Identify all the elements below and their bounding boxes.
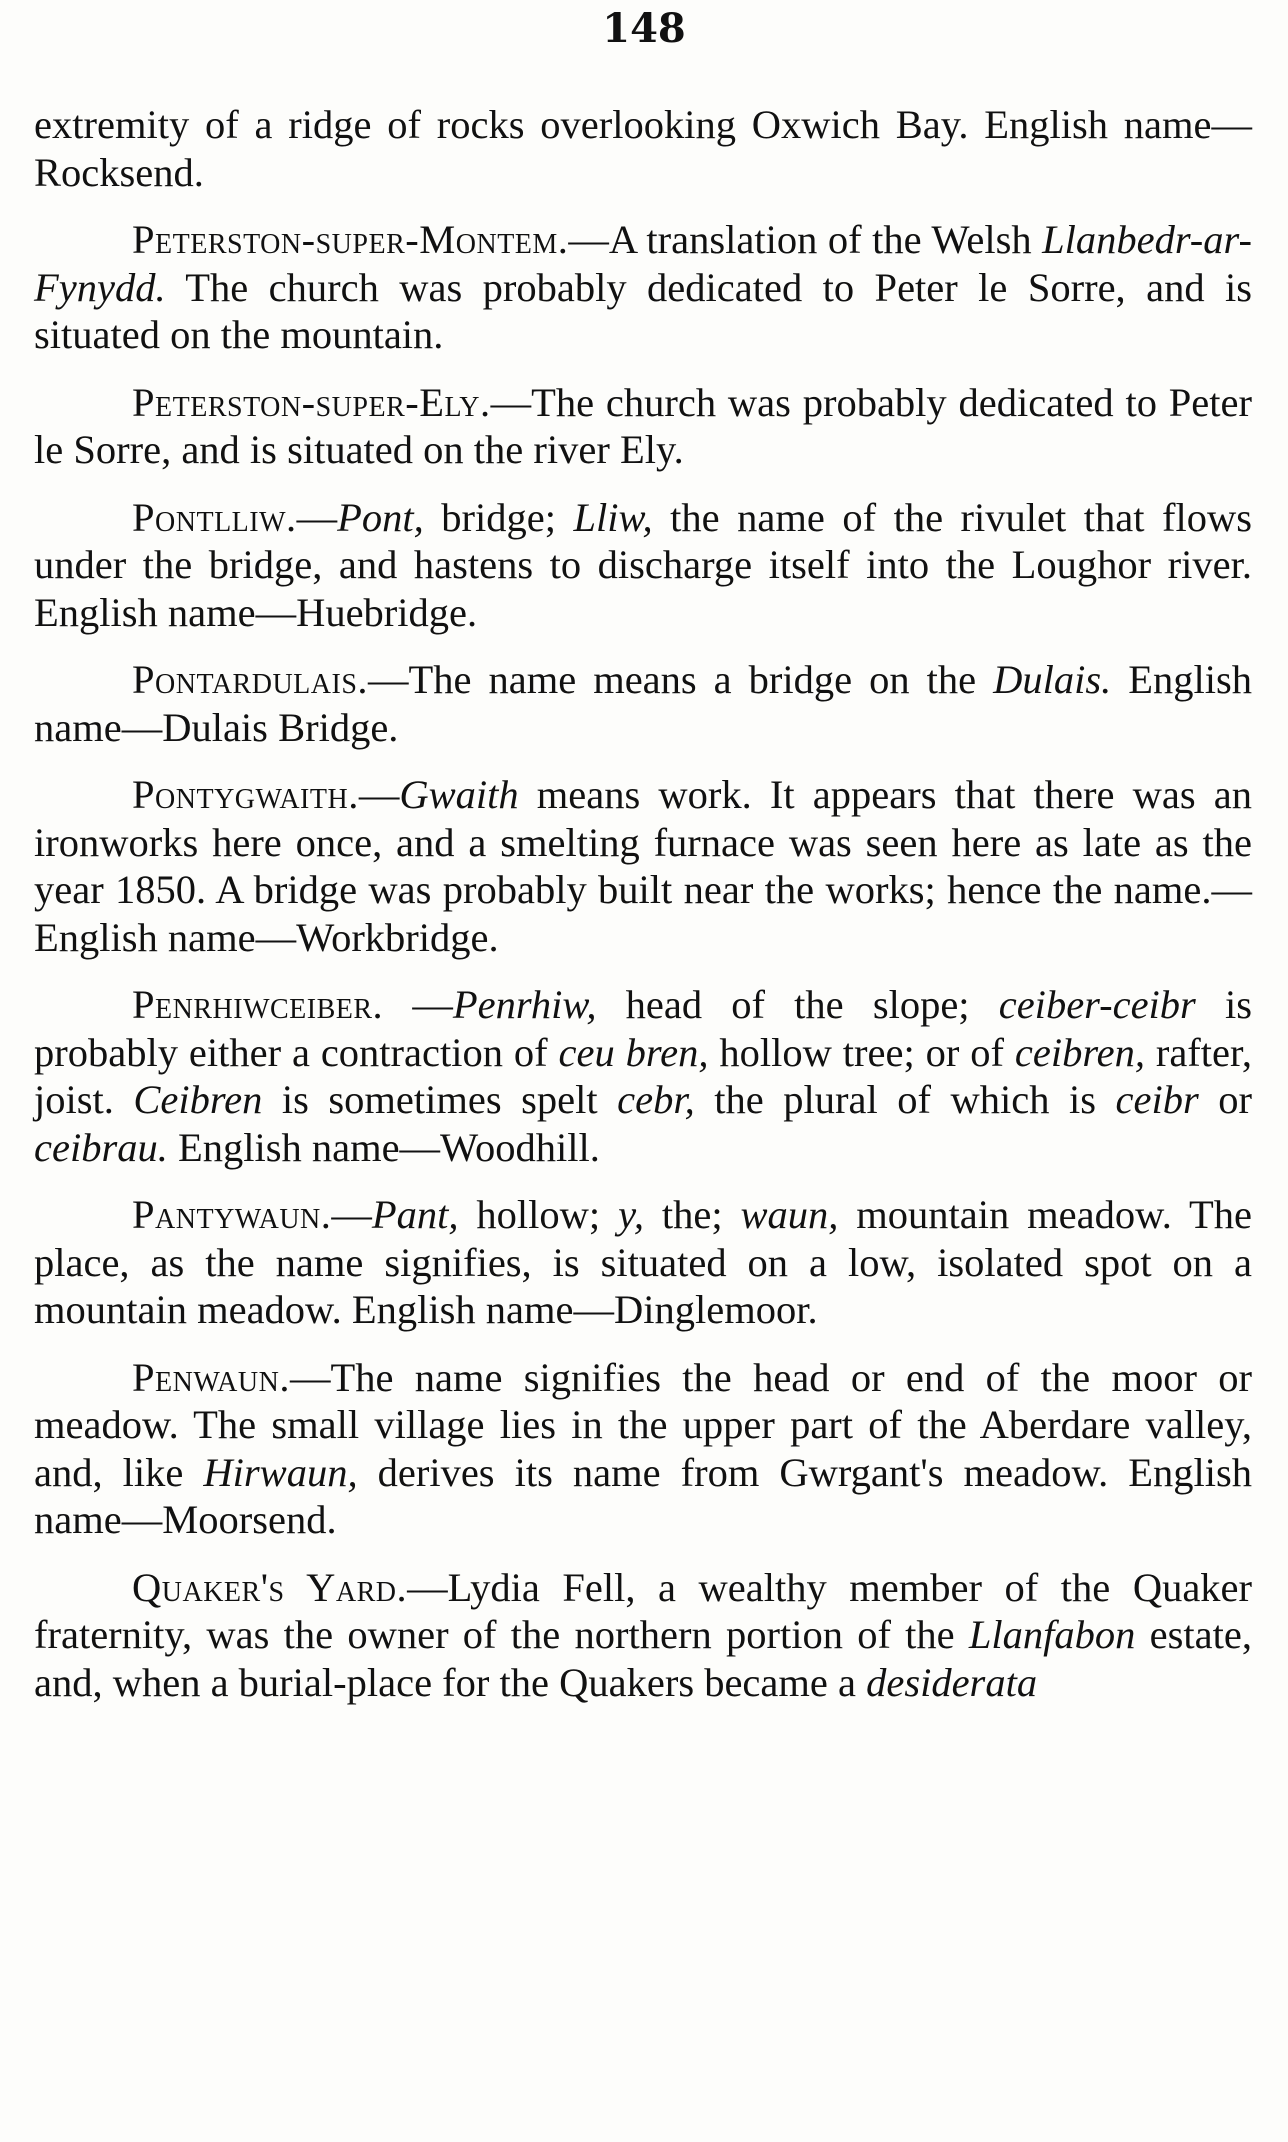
entry-text: bridge; <box>423 494 574 540</box>
italic-term: waun, <box>740 1192 839 1237</box>
entry-text: — <box>383 982 453 1027</box>
italic-term: Hirwaun, <box>203 1449 358 1495</box>
italic-term: Penrhiw, <box>452 982 597 1027</box>
italic-term: desiderata <box>866 1659 1038 1705</box>
entry-text: the plural of which is <box>694 1077 1116 1122</box>
entry-paragraph <box>34 1354 1252 1544</box>
entry-text: estate, and, when a burial-place for the Quakers became a <box>34 1612 1252 1705</box>
page-body <box>34 101 1252 1706</box>
italic-term: Pant, <box>371 1192 459 1237</box>
entry-heading: Penrhiwceiber. <box>132 982 384 1027</box>
entry-text: —The name means a bridge on the <box>368 657 994 702</box>
entry-paragraph <box>34 216 1252 359</box>
italic-term: Pont, <box>337 494 424 540</box>
entry-text: the; <box>643 1192 741 1237</box>
entry-heading: Quaker's Yard. <box>132 1564 408 1610</box>
entry-text: or <box>1198 1077 1252 1122</box>
entry-paragraph <box>34 379 1252 474</box>
entry-text: derives its name from Gwrgant's meadow. English name—Moorsend. <box>34 1449 1252 1542</box>
entry-text: — <box>296 494 338 540</box>
entry-paragraph <box>34 656 1252 751</box>
page-number: 148 <box>602 5 686 52</box>
entry-paragraph <box>34 1191 1252 1334</box>
entry-heading: Pontygwaith. <box>132 772 359 817</box>
entry-text: mountain meadow. The place, as the name signifies, is situated on a low, isolated spot on a mountain meadow. English name—Dinglemoor. <box>34 1192 1252 1332</box>
entry-heading: Pontlliw. <box>132 494 297 540</box>
entry-paragraph <box>34 981 1252 1171</box>
entry-paragraph <box>34 101 1252 196</box>
entry-text: —The name signifies the head or end of the moor or meadow. The small village lies in the upper part of the Aberdare valley, and, like <box>34 1354 1252 1495</box>
italic-term: ceibr <box>1115 1077 1199 1122</box>
entry-text: —A translation of the Welsh <box>568 217 1043 262</box>
entry-paragraph <box>34 494 1252 637</box>
italic-term: y, <box>618 1192 644 1237</box>
italic-term: cebr, <box>617 1077 695 1122</box>
italic-term: Lliw, <box>573 494 653 540</box>
entry-text: The church was probably dedicated to Peter le Sorre, and is situated on the mountain. <box>34 264 1252 357</box>
italic-term: Ceibren <box>133 1077 263 1122</box>
entry-text: — <box>358 772 400 817</box>
entry-paragraph <box>34 1564 1252 1707</box>
entry-text: hollow; <box>458 1192 619 1237</box>
italic-term: ceibren, <box>1014 1029 1145 1075</box>
entry-text: the name of the rivulet that flows under the bridge, and hastens to discharge itself into the Loughor river. English name—Huebridge. <box>34 494 1252 635</box>
entry-text: extremity of a ridge of rocks overlooking Oxwich Bay. English name—Rocksend. <box>34 102 1252 195</box>
entry-text: rafter, joist. <box>34 1029 1253 1122</box>
entry-heading: Pantywaun. <box>132 1192 332 1237</box>
entry-text: English name—Woodhill. <box>167 1124 600 1170</box>
entry-paragraph <box>34 771 1252 961</box>
entry-text: head of the slope; <box>596 982 999 1027</box>
entry-text: hollow tree; or of <box>708 1029 1015 1075</box>
italic-term: ceiber-ceibr <box>998 982 1196 1027</box>
entry-text: —Lydia Fell, a wealthy member of the Quaker fraternity, was the owner of the northern portion of the <box>34 1564 1253 1657</box>
italic-term: Llanbedr-ar-Fynydd. <box>34 217 1252 310</box>
entry-text: —The church was probably dedicated to Peter le Sorre, and is situated on the river Ely. <box>34 379 1252 472</box>
italic-term: ceu bren, <box>558 1029 709 1075</box>
entry-text: means work. It appears that there was an ironworks here once, and a smelting furnace was seen here as late as the year 1850. A bridge was probably built near the works; hence the name.—English name—Workbridge. <box>34 772 1252 960</box>
entry-text: English name—Dulais Bridge. <box>34 657 1252 750</box>
italic-term: Llanfabon <box>968 1612 1136 1657</box>
entry-heading: Peterston-super-Ely. <box>132 379 491 425</box>
italic-term: ceibrau. <box>34 1124 168 1170</box>
entry-heading: Penwaun. <box>132 1354 290 1400</box>
italic-term: Gwaith <box>399 772 519 817</box>
entry-text: is probably either a contraction of <box>34 982 1253 1075</box>
entry-text: — <box>331 1192 372 1237</box>
entry-heading: Peterston-super-Montem. <box>132 217 569 262</box>
entry-heading: Pontardulais. <box>132 657 369 702</box>
italic-term: Dulais. <box>993 657 1112 702</box>
entry-text: is sometimes spelt <box>262 1077 618 1122</box>
